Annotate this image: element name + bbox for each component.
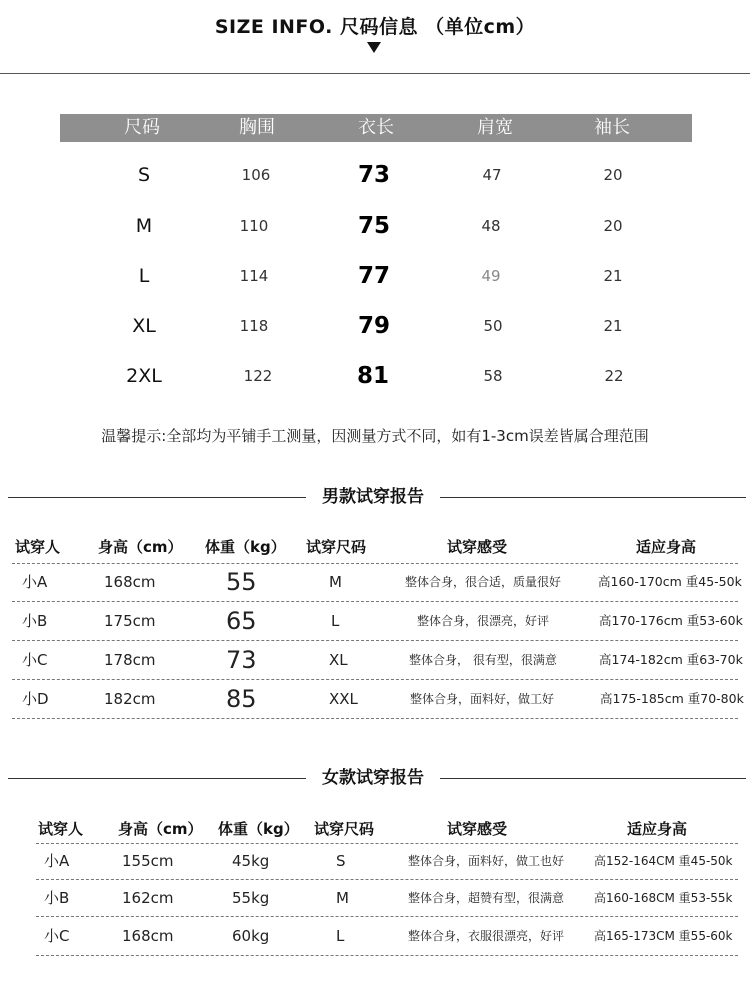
header-fit-height: 适应身高 <box>636 538 697 556</box>
weight-cell: 45kg <box>232 852 270 870</box>
weight-cell: 65 <box>226 607 257 635</box>
fit-cell: 高165-173CM 重55-60k <box>594 929 733 943</box>
size-table-header <box>60 114 692 142</box>
shoulder-cell: 50 <box>483 317 503 335</box>
table-row <box>12 680 744 719</box>
table-row <box>12 563 742 602</box>
title-divider <box>0 73 750 74</box>
header-sleeve: 袖长 <box>594 117 630 138</box>
header-fit-height: 适应身高 <box>627 820 688 838</box>
size-cell: XXL <box>329 690 358 708</box>
header-length: 衣长 <box>358 117 394 138</box>
women-section-title: 女款试穿报告 <box>322 768 424 788</box>
table-row <box>36 917 738 956</box>
height-cell: 182cm <box>104 690 156 708</box>
height-cell: 178cm <box>104 651 156 669</box>
chest-cell: 106 <box>241 166 271 184</box>
women-table-header <box>0 816 750 842</box>
sleeve-cell: 21 <box>603 267 623 285</box>
feeling-cell: 整体合身，超赞有型，很满意 <box>408 891 565 905</box>
header-height: 身高（cm） <box>98 538 183 556</box>
feeling-cell: 整体合身， 很有型，很满意 <box>409 653 557 667</box>
header-size: 尺码 <box>124 117 160 138</box>
size-cell: 2XL <box>126 365 162 387</box>
sleeve-cell: 22 <box>604 367 624 385</box>
table-row <box>36 880 738 917</box>
size-row <box>60 256 692 296</box>
section-divider-left <box>8 778 306 779</box>
tester-cell: 小A <box>44 852 70 870</box>
header-tester: 试穿人 <box>38 820 84 838</box>
table-row <box>36 843 738 880</box>
header-feeling: 试穿感受 <box>447 538 508 556</box>
tester-cell: 小B <box>22 612 48 630</box>
men-section-title: 男款试穿报告 <box>322 487 424 507</box>
fit-cell: 高175-185cm 重70-80k <box>600 691 744 706</box>
fit-cell: 高160-168CM 重53-55k <box>594 891 733 905</box>
size-cell: S <box>336 852 346 870</box>
measurement-note: 温馨提示:全部均为平铺手工测量，因测量方式不同，如有1-3cm误差皆属合理范围 <box>101 427 649 445</box>
men-table-header <box>0 534 750 560</box>
tester-cell: 小A <box>22 573 48 591</box>
men-section-header <box>0 482 750 512</box>
weight-cell: 55kg <box>232 889 270 907</box>
header-weight: 体重（kg） <box>205 538 286 556</box>
size-cell: M <box>135 215 153 237</box>
size-row <box>60 206 692 246</box>
down-arrow-icon <box>367 42 381 53</box>
chest-cell: 118 <box>239 317 269 335</box>
length-cell: 79 <box>357 313 390 339</box>
feeling-cell: 整体合身，衣服很漂亮，好评 <box>408 929 565 943</box>
header-chest: 胸围 <box>239 117 275 138</box>
shoulder-cell: 47 <box>482 166 502 184</box>
page-title: SIZE INFO. 尺码信息 （单位cm） <box>214 16 536 38</box>
size-row <box>60 155 692 195</box>
chest-cell: 122 <box>243 367 273 385</box>
length-cell: 77 <box>357 263 390 289</box>
section-divider-right <box>440 778 746 779</box>
tester-cell: 小D <box>22 690 49 708</box>
weight-cell: 85 <box>226 685 257 713</box>
chest-cell: 110 <box>239 217 269 235</box>
feeling-cell: 整体合身，面料好，做工好 <box>410 692 555 706</box>
length-cell: 75 <box>357 213 390 239</box>
shoulder-cell: 58 <box>483 367 503 385</box>
size-cell: L <box>138 265 150 287</box>
feeling-cell: 整体合身，很漂亮，好评 <box>417 614 550 628</box>
section-divider-right <box>440 497 746 498</box>
header-height: 身高（cm） <box>118 820 203 838</box>
height-cell: 168cm <box>122 927 174 945</box>
feeling-cell: 整体合身，面料好，做工也好 <box>408 854 565 868</box>
feeling-cell: 整体合身，很合适，质量很好 <box>405 575 562 589</box>
tester-cell: 小B <box>44 889 70 907</box>
fit-cell: 高170-176cm 重53-60k <box>599 613 743 628</box>
header-try-size: 试穿尺码 <box>314 820 375 838</box>
length-cell: 81 <box>356 363 389 389</box>
length-cell: 73 <box>357 162 390 188</box>
size-cell: XL <box>132 315 156 337</box>
size-cell: XL <box>329 651 348 669</box>
size-cell: L <box>331 612 340 630</box>
section-divider-left <box>8 497 306 498</box>
chest-cell: 114 <box>239 267 269 285</box>
header-tester: 试穿人 <box>15 538 61 556</box>
weight-cell: 55 <box>226 568 257 596</box>
table-row <box>12 602 743 641</box>
table-row <box>12 641 743 680</box>
sleeve-cell: 20 <box>603 166 623 184</box>
women-section-header <box>0 763 750 793</box>
weight-cell: 60kg <box>232 927 270 945</box>
sleeve-cell: 20 <box>603 217 623 235</box>
height-cell: 162cm <box>122 889 174 907</box>
shoulder-cell: 49 <box>481 267 501 285</box>
size-cell: M <box>336 889 349 907</box>
size-cell: M <box>329 573 342 591</box>
header-feeling: 试穿感受 <box>447 820 508 838</box>
weight-cell: 73 <box>226 646 257 674</box>
header-shoulder: 肩宽 <box>477 117 513 138</box>
size-cell: L <box>336 927 345 945</box>
size-row <box>60 306 692 346</box>
size-row <box>60 356 692 396</box>
fit-cell: 高160-170cm 重45-50k <box>598 574 742 589</box>
header-try-size: 试穿尺码 <box>306 538 367 556</box>
height-cell: 175cm <box>104 612 156 630</box>
shoulder-cell: 48 <box>481 217 501 235</box>
size-cell: S <box>137 164 151 186</box>
sleeve-cell: 21 <box>603 317 623 335</box>
fit-cell: 高174-182cm 重63-70k <box>599 652 743 667</box>
header-weight: 体重（kg） <box>218 820 299 838</box>
height-cell: 168cm <box>104 573 156 591</box>
tester-cell: 小C <box>22 651 48 669</box>
tester-cell: 小C <box>44 927 70 945</box>
height-cell: 155cm <box>122 852 174 870</box>
fit-cell: 高152-164CM 重45-50k <box>594 854 733 868</box>
